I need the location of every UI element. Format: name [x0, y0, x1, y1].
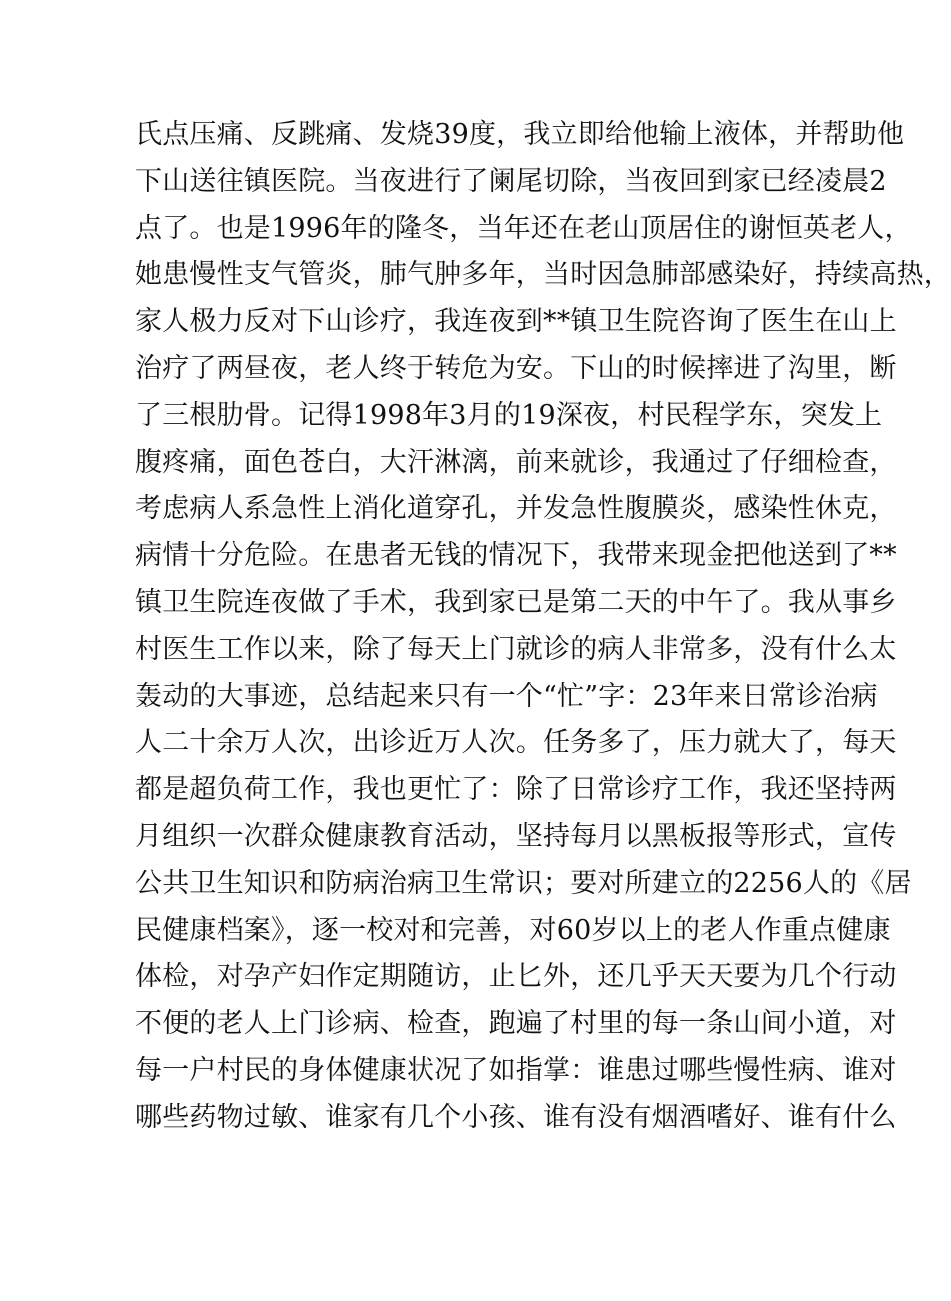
text-line: 考虑病人系急性上消化道穿孔，并发急性腹膜炎，感染性休克，: [135, 493, 897, 525]
text-line: 点了。也是1996年的隆冬，当年还在老山顶居住的谢恒英老人，: [135, 212, 912, 244]
text-line: 哪些药物过敏、谁家有几个小孩、谁有没有烟酒嗜好、谁有什么: [135, 1101, 897, 1133]
text-line: 治疗了两昼夜，老人终于转危为安。下山的时候摔进了沟里，断: [135, 352, 897, 384]
text-line: 村医生工作以来，除了每天上门就诊的病人非常多，没有什么太: [135, 633, 897, 665]
text-line: 家人极力反对下山诊疗，我连夜到**镇卫生院咨询了医生在山上: [135, 306, 897, 338]
text-line: 体检，对孕产妇作定期随访，止匕外，还几乎天天要为几个行动: [135, 961, 897, 993]
body-text: [135, 112, 951, 1142]
text-line: 公共卫生知识和防病治病卫生常识；要对所建立的2256人的《居: [135, 867, 912, 899]
text-line: 病情十分危险。在患者无钱的情况下，我带来现金把他送到了**: [135, 540, 897, 572]
text-line: 氏点压痛、反跳痛、发烧39度，我立即给他输上液体，并帮助他: [135, 119, 905, 150]
text-line: 不便的老人上门诊病、检查，跑遍了村里的每一条山间小道，对: [135, 1008, 897, 1040]
text-line: 都是超负荷工作，我也更忙了：除了日常诊疗工作，我还坚持两: [135, 774, 897, 806]
text-line: 月组织一次群众健康教育活动，坚持每月以黑板报等形式，宣传: [135, 820, 897, 852]
text-line: 她患慢性支气管炎，肺气肿多年，当时因急肺部感染好，持续高热，: [135, 259, 951, 291]
text-line: 下山送往镇医院。当夜进行了阑尾切除，当夜回到家已经凌晨2: [135, 165, 887, 197]
text-line: 民健康档案》，逐一校对和完善，对60岁以上的老人作重点健康: [135, 914, 891, 946]
text-line: 镇卫生院连夜做了手术，我到家已是第二天的中午了。我从事乡: [135, 586, 897, 618]
text-line: 了三根肋骨。记得1998年3月的19深夜，村民程学东，突发上: [135, 399, 883, 431]
text-line: 人二十余万人次，出诊近万人次。任务多了，压力就大了，每天: [135, 727, 897, 759]
text-line: 腹疼痛，面色苍白，大汗淋漓，前来就诊，我通过了仔细检查，: [135, 446, 897, 478]
text-line: 轰动的大事迹，总结起来只有一个“忙”字：23年来日常诊治病: [135, 680, 878, 712]
text-line: 每一户村民的身体健康状况了如指掌：谁患过哪些慢性病、谁对: [135, 1054, 897, 1086]
